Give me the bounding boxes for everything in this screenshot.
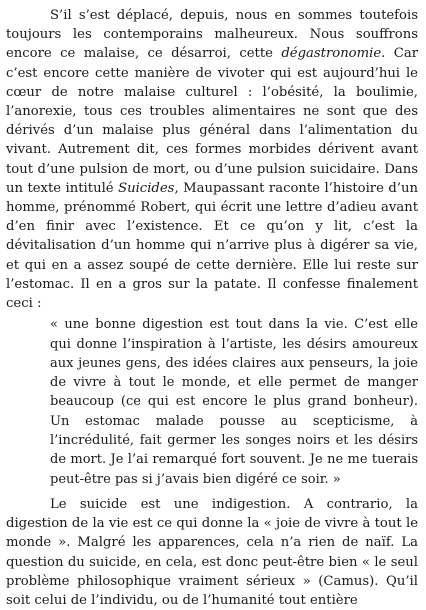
paragraph-conclusion: Le suicide est une indigestion. A contrario, la digestion de la vie est ce qui donne la « joie de vivre à tout le monde ». Malgré les apparences, cela n’a rien de naïf. La question du suicide, en cela, est donc peut-être bien « le seul problème philosophique vraiment sérieux » (Camus). Qu’il soit celui de l’individu, ou de l’humanité tout entière	[6, 496, 418, 608]
paragraph-intro-text-3: , Maupassant raconte l’histoire d’un homme, prénommé Robert, qui écrit une lettre d’adieu avant d’en finir avec l’existence. Et ce qu’on y lit, c’est la dévitalisation d’un homme qui n’arrive plus à digérer sa vie, et qui en a assez soupé de cette dernière. Elle lui reste sur l’estomac. Il en a gros sur la patate. Il confesse finalement ceci :	[6, 180, 418, 312]
paragraph-intro-text-1: S’il s’est déplacé, depuis, nous en sommes toutefois toujours les contemporains malheureux. Nous souffrons encore ce malaise, ce désarroi, cette	[6, 8, 418, 62]
block-quote-maupassant	[6, 315, 418, 489]
paragraph-intro-text-2: . Car c’est encore cette manière de vivoter qui est aujourd’hui le cœur de notre malaise culturel : l’obésité, la boulimie, l’anorexie, tous ces troubles alimentaires ne sont que des dérivés d’un malaise plus général dans l’alimentation du vivant. Autrement dit, ces formes morbides dérivent avant tout d’une pulsion de mort, ou d’une pulsion suicidaire. Dans un texte intitulé	[6, 46, 418, 196]
emphasis-suicides-title: Suicides	[118, 180, 175, 196]
emphasis-degastronomie: dégastronomie	[281, 46, 382, 62]
paragraph-intro	[6, 6, 418, 313]
quote-text: « une bonne digestion est tout dans la vie. C’est elle qui donne l’inspiration à l’artiste, les désirs amoureux aux jeunes gens, des idées claires aux penseurs, la joie de vivre à tout le monde, et elle permet de manger beaucoup (ce qui est encore le plus grand bonheur). Un estomac malade pousse au scepticisme, à l’incrédulité, fait germer les songes noirs et les désirs de mort. Je l’ai remarqué fort souvent. Je ne me tuerais peut-être pas si j’avais bien digéré ce soir. »	[50, 317, 418, 487]
